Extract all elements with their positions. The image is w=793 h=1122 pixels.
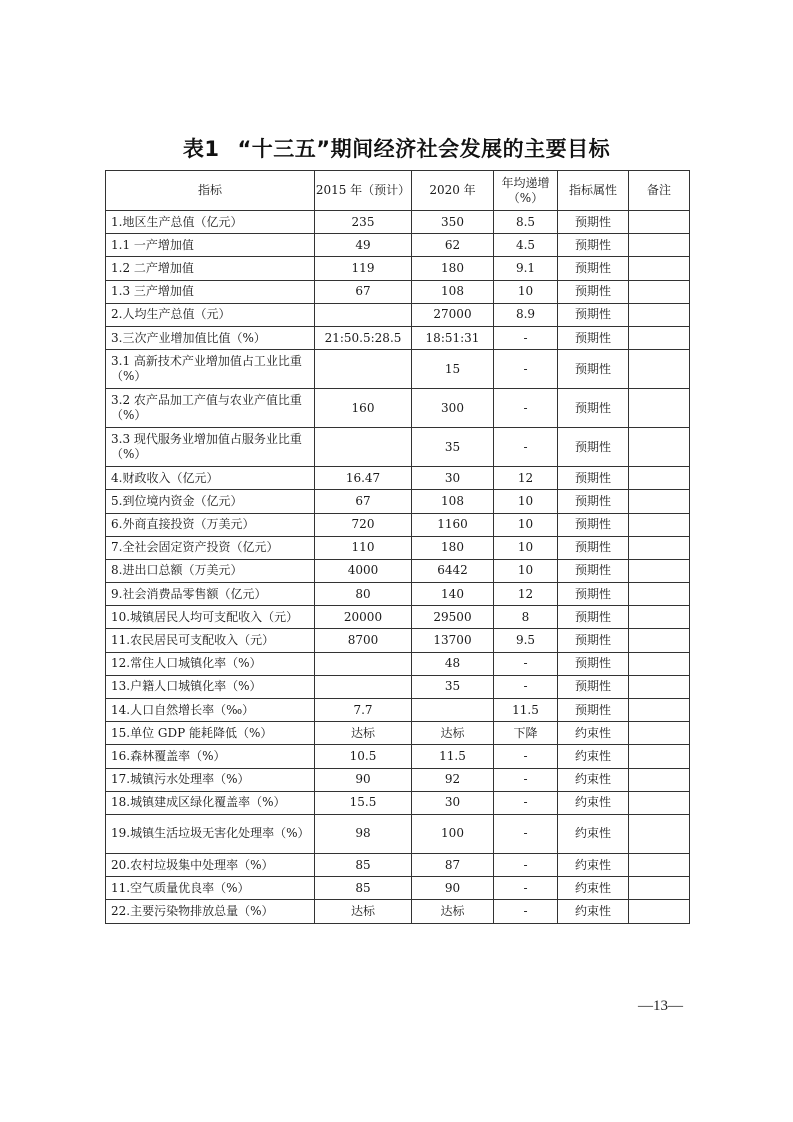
table-row [106, 722, 690, 745]
targets-table [105, 170, 690, 924]
cell-2015: 85 [315, 877, 412, 900]
cell-indicator: 1.3 三产增加值 [106, 280, 315, 303]
header-remarks: 备注 [629, 171, 690, 211]
cell-attribute: 预期性 [558, 257, 629, 280]
cell-2020: 35 [412, 675, 494, 698]
cell-annual-growth: - [494, 326, 558, 349]
cell-annual-growth: - [494, 675, 558, 698]
cell-annual-growth: - [494, 768, 558, 791]
cell-2020: 180 [412, 257, 494, 280]
table-row [106, 513, 690, 536]
cell-attribute: 预期性 [558, 583, 629, 606]
cell-remarks [629, 900, 690, 923]
cell-annual-growth: 8.5 [494, 211, 558, 234]
cell-indicator: 1.2 二产增加值 [106, 257, 315, 280]
cell-annual-growth: 12 [494, 583, 558, 606]
cell-remarks [629, 428, 690, 467]
table-row [106, 745, 690, 768]
cell-attribute: 约束性 [558, 722, 629, 745]
cell-2015: 7.7 [315, 699, 412, 722]
cell-remarks [629, 559, 690, 582]
cell-annual-growth: - [494, 791, 558, 814]
cell-attribute: 预期性 [558, 389, 629, 428]
cell-remarks [629, 877, 690, 900]
cell-remarks [629, 814, 690, 853]
cell-2020: 15 [412, 350, 494, 389]
cell-2015: 119 [315, 257, 412, 280]
table-title-text: “十三五”期间经济社会发展的主要目标 [237, 137, 611, 161]
cell-indicator: 3.3 现代服务业增加值占服务业比重（%） [106, 428, 315, 467]
table-row [106, 234, 690, 257]
cell-2015: 10.5 [315, 745, 412, 768]
cell-2020: 30 [412, 467, 494, 490]
cell-attribute: 预期性 [558, 629, 629, 652]
cell-2020: 13700 [412, 629, 494, 652]
cell-2020: 108 [412, 490, 494, 513]
table-row [106, 699, 690, 722]
cell-indicator: 8.进出口总额（万美元） [106, 559, 315, 582]
cell-2015: 85 [315, 853, 412, 876]
cell-2020: 100 [412, 814, 494, 853]
cell-2015: 235 [315, 211, 412, 234]
table-row [106, 536, 690, 559]
header-indicator: 指标 [106, 171, 315, 211]
cell-2020: 11.5 [412, 745, 494, 768]
cell-attribute: 预期性 [558, 699, 629, 722]
cell-2015: 8700 [315, 629, 412, 652]
cell-2020: 18:51:31 [412, 326, 494, 349]
cell-remarks [629, 722, 690, 745]
cell-attribute: 预期性 [558, 280, 629, 303]
cell-annual-growth: - [494, 877, 558, 900]
cell-attribute: 预期性 [558, 513, 629, 536]
table-row [106, 467, 690, 490]
cell-attribute: 约束性 [558, 877, 629, 900]
header-attribute: 指标属性 [558, 171, 629, 211]
cell-indicator: 2.人均生产总值（元） [106, 303, 315, 326]
cell-attribute: 约束性 [558, 745, 629, 768]
cell-remarks [629, 791, 690, 814]
cell-indicator: 19.城镇生活垃圾无害化处理率（%） [106, 814, 315, 853]
cell-indicator: 15.单位 GDP 能耗降低（%） [106, 722, 315, 745]
cell-remarks [629, 234, 690, 257]
cell-remarks [629, 583, 690, 606]
cell-remarks [629, 606, 690, 629]
cell-indicator: 11.空气质量优良率（%） [106, 877, 315, 900]
table-row [106, 211, 690, 234]
cell-2020: 29500 [412, 606, 494, 629]
cell-annual-growth: 8 [494, 606, 558, 629]
cell-remarks [629, 326, 690, 349]
cell-2015: 110 [315, 536, 412, 559]
table-row [106, 629, 690, 652]
cell-indicator: 12.常住人口城镇化率（%） [106, 652, 315, 675]
table-row [106, 490, 690, 513]
cell-2015: 67 [315, 490, 412, 513]
cell-annual-growth: 9.1 [494, 257, 558, 280]
header-annual-growth: 年均递增（%） [494, 171, 558, 211]
table-row [106, 606, 690, 629]
cell-indicator: 4.财政收入（亿元） [106, 467, 315, 490]
cell-2020: 300 [412, 389, 494, 428]
page-number: —13— [638, 998, 683, 1014]
table-row [106, 814, 690, 853]
cell-attribute: 预期性 [558, 467, 629, 490]
cell-attribute: 预期性 [558, 536, 629, 559]
cell-remarks [629, 536, 690, 559]
cell-indicator: 1.地区生产总值（亿元） [106, 211, 315, 234]
cell-remarks [629, 389, 690, 428]
cell-annual-growth: - [494, 428, 558, 467]
cell-attribute: 约束性 [558, 814, 629, 853]
header-2020: 2020 年 [412, 171, 494, 211]
cell-attribute: 预期性 [558, 234, 629, 257]
cell-attribute: 预期性 [558, 428, 629, 467]
cell-2020: 27000 [412, 303, 494, 326]
cell-annual-growth: 12 [494, 467, 558, 490]
cell-indicator: 16.森林覆盖率（%） [106, 745, 315, 768]
cell-2015: 720 [315, 513, 412, 536]
cell-indicator: 17.城镇污水处理率（%） [106, 768, 315, 791]
cell-2020: 90 [412, 877, 494, 900]
cell-remarks [629, 467, 690, 490]
cell-attribute: 约束性 [558, 791, 629, 814]
cell-attribute: 预期性 [558, 326, 629, 349]
cell-remarks [629, 513, 690, 536]
cell-indicator: 9.社会消费品零售额（亿元） [106, 583, 315, 606]
table-row [106, 583, 690, 606]
cell-2015: 21:50.5:28.5 [315, 326, 412, 349]
table-row [106, 853, 690, 876]
cell-attribute: 预期性 [558, 606, 629, 629]
cell-2020: 达标 [412, 900, 494, 923]
cell-indicator: 3.三次产业增加值比值（%） [106, 326, 315, 349]
table-number: 表1 [182, 137, 220, 161]
cell-annual-growth: 10 [494, 490, 558, 513]
cell-annual-growth: - [494, 853, 558, 876]
table-row [106, 791, 690, 814]
cell-annual-growth: - [494, 745, 558, 768]
table-header-row [106, 171, 690, 211]
cell-2015: 达标 [315, 900, 412, 923]
cell-2020: 140 [412, 583, 494, 606]
cell-2020: 62 [412, 234, 494, 257]
cell-2015: 达标 [315, 722, 412, 745]
cell-remarks [629, 699, 690, 722]
table-row [106, 675, 690, 698]
cell-attribute: 预期性 [558, 350, 629, 389]
cell-indicator: 18.城镇建成区绿化覆盖率（%） [106, 791, 315, 814]
cell-2020: 108 [412, 280, 494, 303]
cell-remarks [629, 211, 690, 234]
cell-indicator: 3.1 高新技术产业增加值占工业比重（%） [106, 350, 315, 389]
cell-2015: 49 [315, 234, 412, 257]
table-row [106, 326, 690, 349]
cell-attribute: 预期性 [558, 652, 629, 675]
cell-2020: 180 [412, 536, 494, 559]
cell-2015 [315, 428, 412, 467]
cell-attribute: 预期性 [558, 559, 629, 582]
cell-attribute: 约束性 [558, 768, 629, 791]
cell-annual-growth: - [494, 814, 558, 853]
cell-remarks [629, 303, 690, 326]
cell-2020: 35 [412, 428, 494, 467]
cell-annual-growth: - [494, 900, 558, 923]
table-row [106, 559, 690, 582]
cell-2020: 350 [412, 211, 494, 234]
cell-remarks [629, 768, 690, 791]
cell-2020: 30 [412, 791, 494, 814]
table-title [0, 133, 793, 163]
cell-annual-growth: 10 [494, 280, 558, 303]
table-row [106, 900, 690, 923]
cell-annual-growth: - [494, 350, 558, 389]
cell-annual-growth: - [494, 389, 558, 428]
cell-remarks [629, 675, 690, 698]
cell-2015: 160 [315, 389, 412, 428]
cell-annual-growth: 9.5 [494, 629, 558, 652]
cell-annual-growth: 10 [494, 536, 558, 559]
cell-2020: 达标 [412, 722, 494, 745]
cell-indicator: 6.外商直接投资（万美元） [106, 513, 315, 536]
table-row [106, 303, 690, 326]
cell-indicator: 22.主要污染物排放总量（%） [106, 900, 315, 923]
header-2015: 2015 年（预计） [315, 171, 412, 211]
cell-indicator: 7.全社会固定资产投资（亿元） [106, 536, 315, 559]
cell-remarks [629, 745, 690, 768]
cell-remarks [629, 629, 690, 652]
cell-2020: 87 [412, 853, 494, 876]
cell-attribute: 预期性 [558, 211, 629, 234]
table-row [106, 877, 690, 900]
cell-2015: 15.5 [315, 791, 412, 814]
cell-annual-growth: 10 [494, 513, 558, 536]
table-row [106, 257, 690, 280]
cell-attribute: 预期性 [558, 303, 629, 326]
cell-2020: 48 [412, 652, 494, 675]
cell-2015: 20000 [315, 606, 412, 629]
cell-remarks [629, 350, 690, 389]
cell-2020: 6442 [412, 559, 494, 582]
cell-remarks [629, 280, 690, 303]
cell-annual-growth: 8.9 [494, 303, 558, 326]
cell-2015 [315, 652, 412, 675]
cell-indicator: 10.城镇居民人均可支配收入（元） [106, 606, 315, 629]
cell-annual-growth: 4.5 [494, 234, 558, 257]
cell-2015: 90 [315, 768, 412, 791]
cell-remarks [629, 853, 690, 876]
cell-indicator: 14.人口自然增长率（‰） [106, 699, 315, 722]
table-row [106, 350, 690, 389]
cell-annual-growth: 10 [494, 559, 558, 582]
cell-attribute: 约束性 [558, 900, 629, 923]
cell-attribute: 约束性 [558, 853, 629, 876]
table-row [106, 389, 690, 428]
cell-indicator: 1.1 一产增加值 [106, 234, 315, 257]
cell-2015: 98 [315, 814, 412, 853]
table-row [106, 652, 690, 675]
cell-2020: 92 [412, 768, 494, 791]
cell-indicator: 3.2 农产品加工产值与农业产值比重（%） [106, 389, 315, 428]
cell-indicator: 20.农村垃圾集中处理率（%） [106, 853, 315, 876]
cell-2015 [315, 303, 412, 326]
table-row [106, 768, 690, 791]
cell-2015: 4000 [315, 559, 412, 582]
table-row [106, 428, 690, 467]
cell-2015: 16.47 [315, 467, 412, 490]
cell-remarks [629, 490, 690, 513]
cell-annual-growth: 11.5 [494, 699, 558, 722]
table-row [106, 280, 690, 303]
cell-annual-growth: - [494, 652, 558, 675]
cell-annual-growth: 下降 [494, 722, 558, 745]
cell-2015 [315, 675, 412, 698]
cell-indicator: 5.到位境内资金（亿元） [106, 490, 315, 513]
cell-attribute: 预期性 [558, 490, 629, 513]
cell-2020: 1160 [412, 513, 494, 536]
cell-2015 [315, 350, 412, 389]
cell-2015: 80 [315, 583, 412, 606]
cell-attribute: 预期性 [558, 675, 629, 698]
cell-remarks [629, 257, 690, 280]
cell-indicator: 11.农民居民可支配收入（元） [106, 629, 315, 652]
cell-indicator: 13.户籍人口城镇化率（%） [106, 675, 315, 698]
cell-2020 [412, 699, 494, 722]
cell-remarks [629, 652, 690, 675]
cell-2015: 67 [315, 280, 412, 303]
